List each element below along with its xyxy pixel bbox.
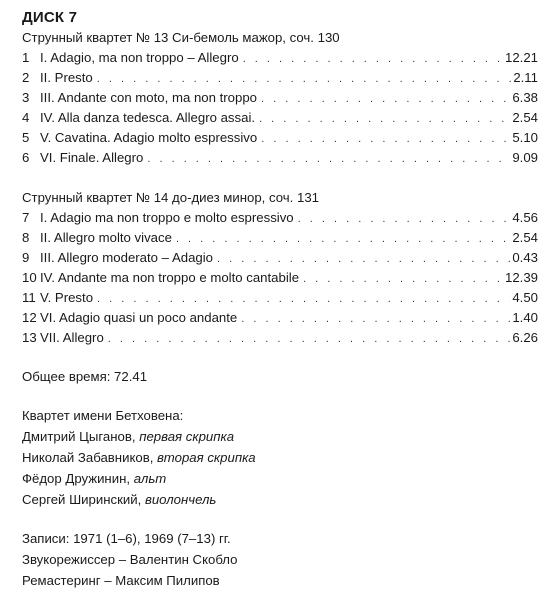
- total-time: Общее время: 72.41: [22, 369, 148, 384]
- dot-leader: [261, 89, 510, 109]
- track-duration: 12.21: [504, 50, 538, 65]
- track-row: [22, 88, 538, 108]
- track-duration: 2.54: [512, 230, 538, 245]
- track-title: IV. Alla danza tedesca. Allegro assai.: [40, 110, 256, 125]
- track-row: [22, 328, 538, 348]
- track-number: 1: [22, 50, 30, 65]
- disc-title: ДИСК 7: [22, 9, 78, 26]
- track-duration: 2.11: [513, 70, 538, 85]
- performer-name: Фёдор Дружинин,: [22, 471, 131, 486]
- track-number: 7: [22, 210, 30, 225]
- performer-line: [22, 489, 538, 510]
- track-duration: 9.09: [512, 150, 538, 165]
- dot-leader: [259, 109, 510, 129]
- track-number: 8: [22, 230, 30, 245]
- track-title: I. Adagio ma non troppo e molto espressivo: [40, 210, 294, 225]
- performer-role: виолончель: [144, 492, 217, 507]
- track-row: [22, 68, 538, 88]
- track-number: 12: [22, 310, 37, 325]
- track-number: 5: [22, 130, 30, 145]
- performer-role: вторая скрипка: [157, 450, 256, 465]
- dot-leader: [243, 49, 503, 69]
- track-duration: 6.26: [512, 330, 538, 345]
- track-row: [22, 48, 538, 68]
- performer-name: Дмитрий Цыганов,: [22, 429, 136, 444]
- track-row: [22, 228, 538, 248]
- track-title: III. Allegro moderato – Adagio: [40, 250, 214, 265]
- dot-leader: [176, 229, 510, 249]
- dot-leader: [217, 249, 510, 269]
- quartet-14-track-list: [22, 208, 538, 348]
- track-title: II. Allegro molto vivace: [40, 230, 172, 245]
- performer-role: первая скрипка: [139, 429, 235, 444]
- performer-line: [22, 447, 538, 468]
- dot-leader: [147, 149, 510, 169]
- dot-leader: [97, 69, 512, 89]
- track-row: [22, 288, 538, 308]
- track-title: II. Presto: [40, 70, 93, 85]
- performer-line: [22, 426, 538, 447]
- remastering-credit: Ремастеринг – Максим Пилипов: [22, 573, 220, 588]
- track-number: 9: [22, 250, 30, 265]
- performer-role: альт: [133, 471, 167, 486]
- track-row: [22, 128, 538, 148]
- spacer: [22, 168, 538, 188]
- dot-leader: [298, 209, 511, 229]
- track-title: VI. Adagio quasi un poco andante: [40, 310, 238, 325]
- track-number: 4: [22, 110, 30, 125]
- recording-dates: Записи: 1971 (1–6), 1969 (7–13) гг.: [22, 531, 231, 546]
- dot-leader: [97, 289, 510, 309]
- track-number: 6: [22, 150, 30, 165]
- performer-line: [22, 468, 538, 489]
- spacer: [22, 348, 538, 366]
- track-row: [22, 268, 538, 288]
- track-title: VI. Finale. Allegro: [40, 150, 144, 165]
- track-duration: 4.50: [512, 290, 538, 305]
- track-title: III. Andante con moto, ma non troppo: [40, 90, 258, 105]
- quartet-13-heading: Струнный квартет № 13 Си-бемоль мажор, соч. 130: [22, 30, 340, 45]
- performer-name: Николай Забавников,: [22, 450, 154, 465]
- track-row: [22, 308, 538, 328]
- track-title: V. Cavatina. Adagio molto espressivo: [40, 130, 258, 145]
- track-number: 3: [22, 90, 30, 105]
- spacer: [22, 387, 538, 405]
- dot-leader: [303, 269, 503, 289]
- track-duration: 6.38: [512, 90, 538, 105]
- track-row: [22, 148, 538, 168]
- quartet-14-heading: Струнный квартет № 14 до-диез минор, соч. 131: [22, 190, 319, 205]
- dot-leader: [261, 129, 510, 149]
- quartet-13-track-list: [22, 48, 538, 168]
- performer-name: Сергей Ширинский,: [22, 492, 142, 507]
- spacer: [22, 510, 538, 528]
- track-duration: 4.56: [512, 210, 538, 225]
- track-row: [22, 248, 538, 268]
- track-duration: 5.10: [512, 130, 538, 145]
- sound-engineer-credit: Звукорежиссер – Валентин Скобло: [22, 552, 238, 567]
- booklet-page: [22, 8, 538, 591]
- track-title: I. Adagio, ma non troppo – Allegro: [40, 50, 239, 65]
- track-title: VII. Allegro: [40, 330, 104, 345]
- track-number: 2: [22, 70, 30, 85]
- dot-leader: [241, 309, 510, 329]
- track-number: 13: [22, 330, 37, 345]
- ensemble-heading: Квартет имени Бетховена:: [22, 408, 184, 423]
- track-number: 11: [22, 290, 36, 305]
- dot-leader: [108, 329, 511, 349]
- track-row: [22, 208, 538, 228]
- track-title: IV. Andante ma non troppo e molto cantabile: [40, 270, 300, 285]
- track-title: V. Presto: [40, 290, 94, 305]
- track-number: 10: [22, 270, 37, 285]
- track-duration: 2.54: [512, 110, 538, 125]
- track-duration: 0.43: [512, 250, 538, 265]
- track-duration: 1.40: [512, 310, 538, 325]
- track-row: [22, 108, 538, 128]
- track-duration: 12.39: [504, 270, 538, 285]
